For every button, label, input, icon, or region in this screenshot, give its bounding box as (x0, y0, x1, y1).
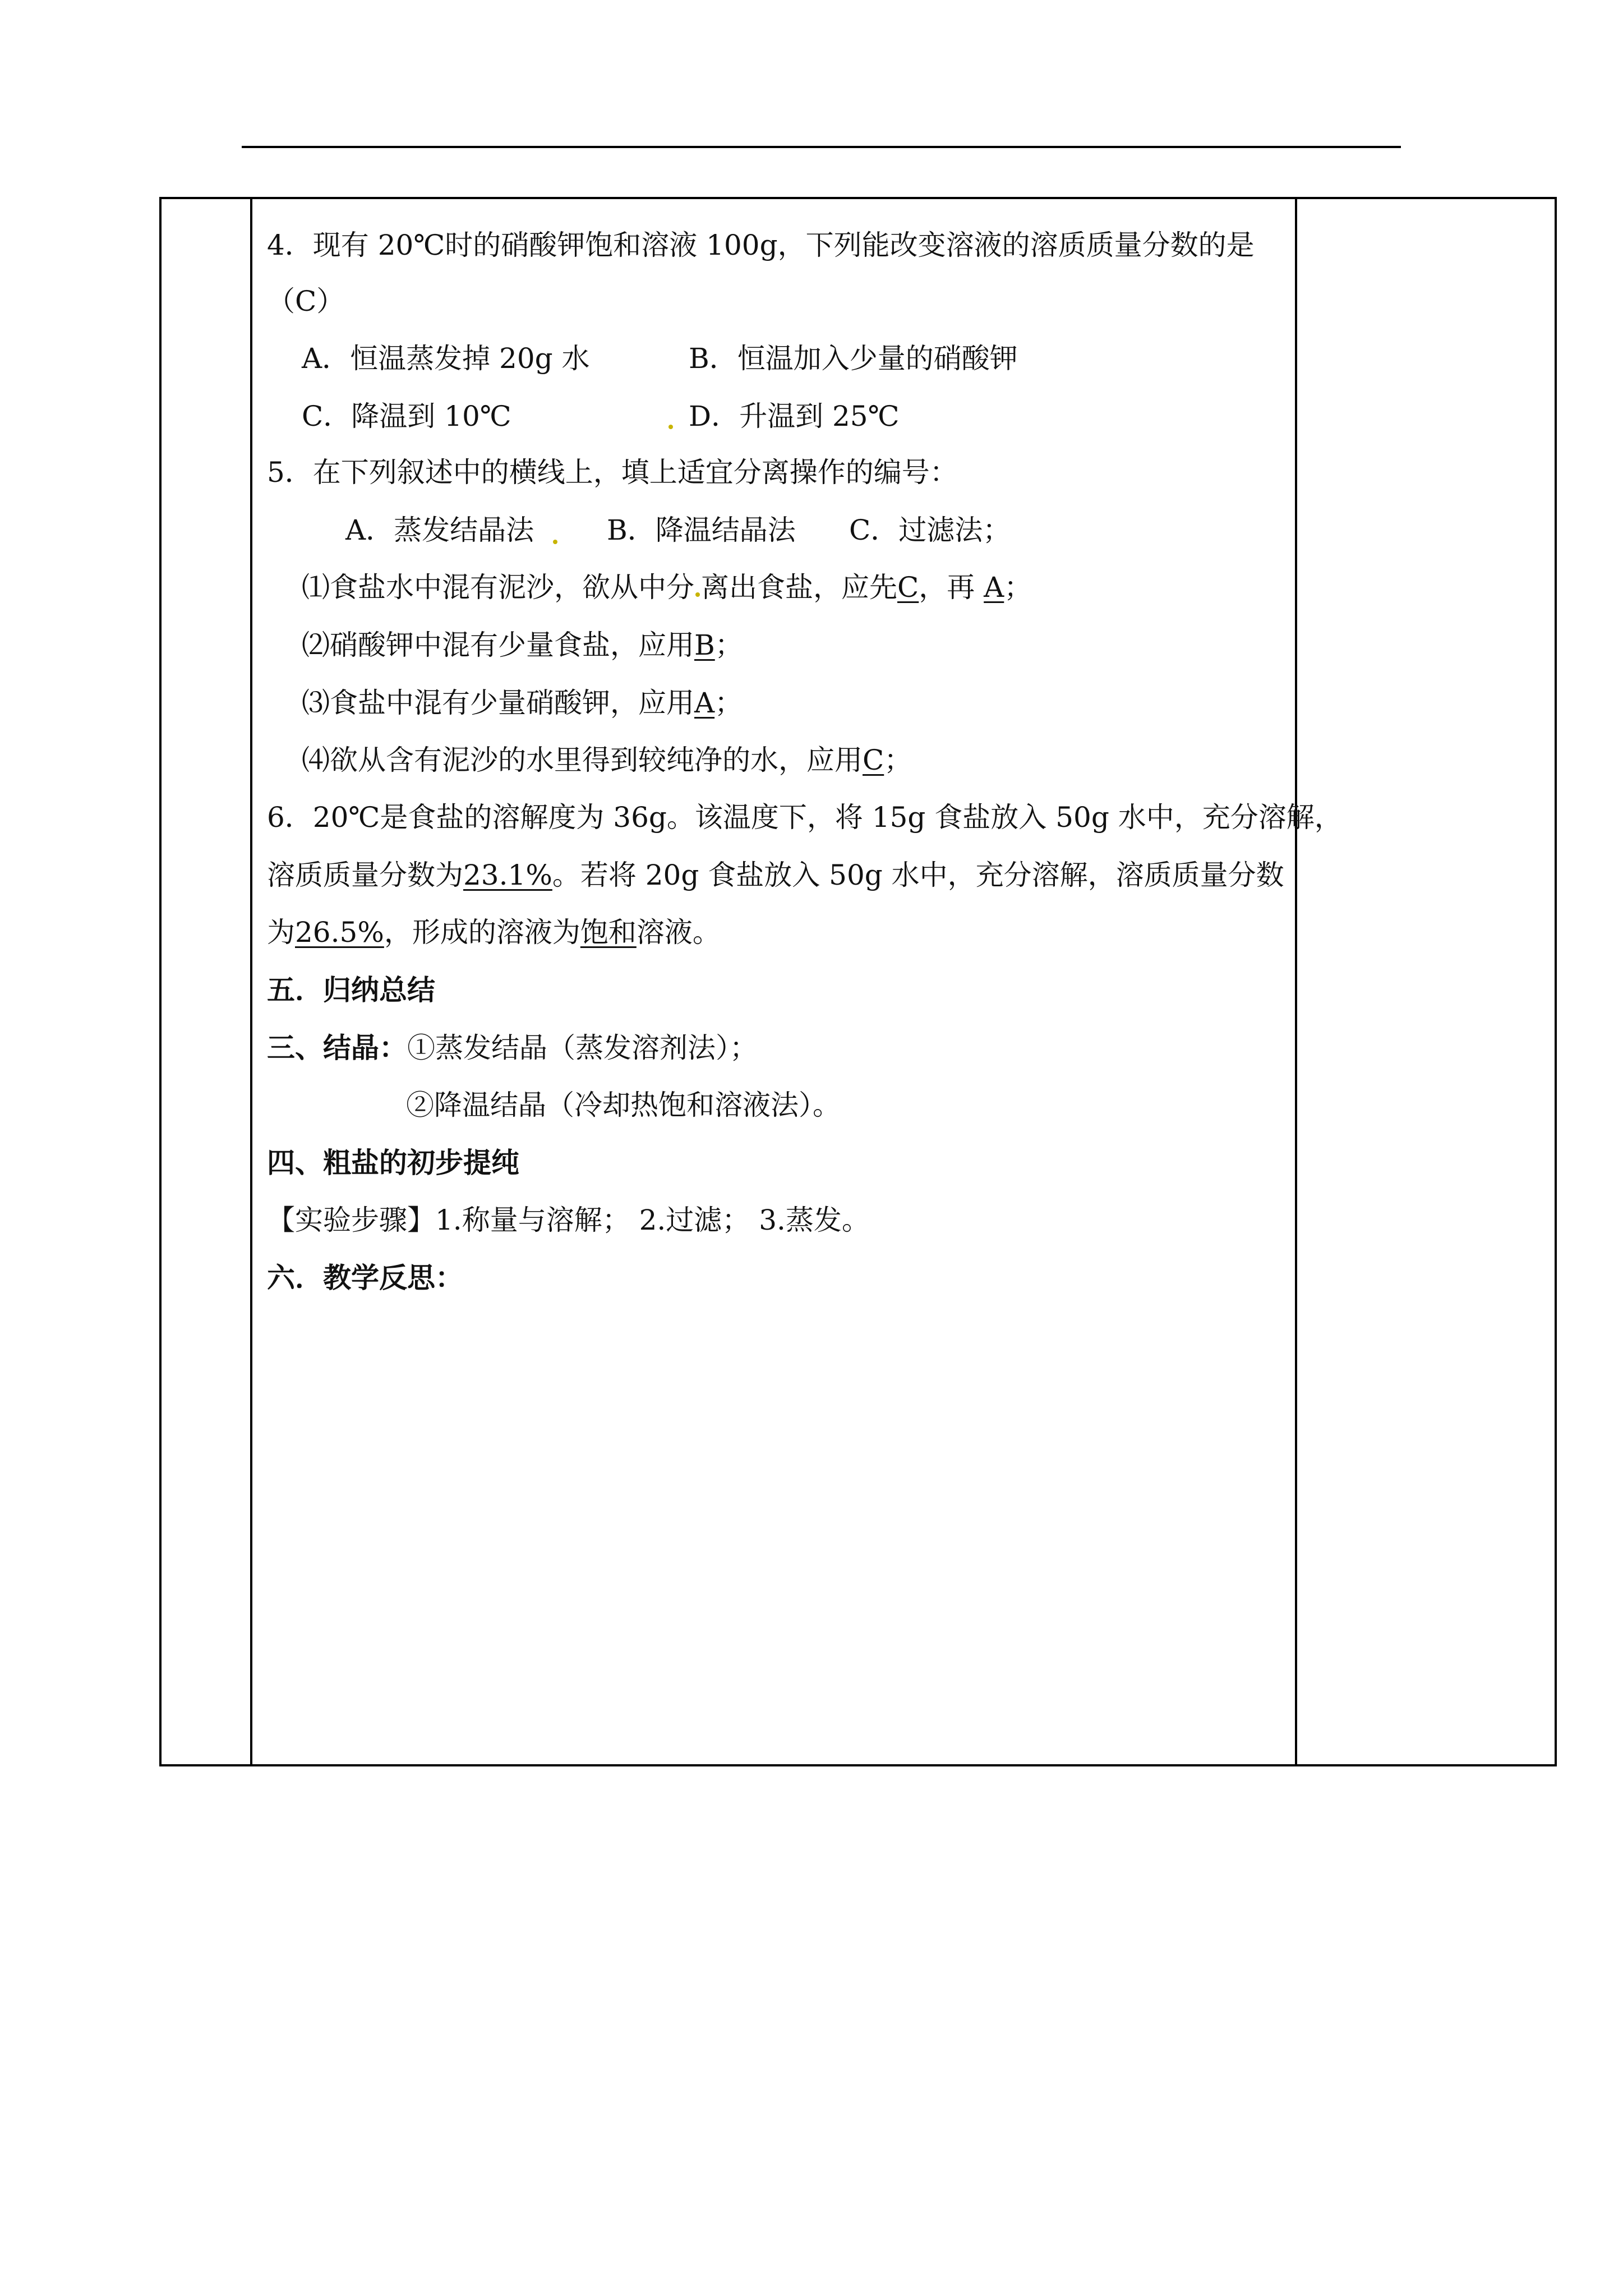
header-rule (242, 146, 1401, 148)
q6-answer-3: 饱和 (580, 916, 637, 949)
crystallization-line-1: 三、结晶：①蒸发结晶（蒸发溶剂法）； (267, 1032, 758, 1064)
q4-answer: （C） (267, 285, 345, 318)
q5-item-3-answer: A (694, 687, 715, 719)
marker-dot (668, 425, 673, 429)
marker-dot (553, 540, 557, 544)
q5-item-1-answer-1: C (897, 571, 919, 604)
q6-line-2: 溶质质量分数为23.1%。若将 20g 食盐放入 50g 水中，充分溶解，溶质质量分数 (267, 859, 1284, 891)
q6-answer-2: 26.5% (295, 916, 384, 949)
q4-option-a: A．恒温蒸发掉 20g 水 (302, 342, 590, 375)
q4-option-c: C．降温到 10℃ (302, 400, 511, 432)
q5-item-2: ⑵硝酸钾中混有少量食盐，应用B； (302, 629, 743, 661)
q5-option-a: A．蒸发结晶法 (345, 514, 534, 546)
section-six-heading: 六．教学反思： (267, 1262, 463, 1294)
q5-item-2-answer: B (694, 629, 715, 661)
q4-option-d: D．升温到 25℃ (689, 400, 900, 432)
q6-line-1: 6．20℃是食盐的溶解度为 36g。该温度下，将 15g 食盐放入 50g 水中，充分溶解， (267, 801, 1343, 834)
section-five-heading: 五．归纳总结 (267, 974, 435, 1006)
table-left-column-border (250, 199, 252, 1764)
q5-item-1: ⑴食盐水中混有泥沙，欲从中分 离出食盐，应先C，再 A； (302, 571, 1032, 604)
q5-item-1-answer-2: A (984, 571, 1004, 604)
experiment-steps: 【实验步骤】1.称量与溶解； 2.过滤； 3.蒸发。 (267, 1204, 870, 1236)
q6-answer-1: 23.1% (463, 859, 552, 891)
lesson-table (159, 197, 1557, 1766)
section-three-heading: 三、结晶： (267, 1032, 407, 1064)
q6-line-3: 为26.5%，形成的溶液为饱和溶液。 (267, 916, 721, 949)
q5-option-c: C．过滤法； (849, 514, 1011, 546)
q4-stem: 4．现有 20℃时的硝酸钾饱和溶液 100g，下列能改变溶液的溶质质量分数的是 (267, 229, 1255, 261)
table-right-column-border (1295, 199, 1297, 1764)
q5-option-b: B．降温结晶法 (607, 514, 796, 546)
crystallization-line-2: ②降温结晶（冷却热饱和溶液法）。 (406, 1089, 841, 1121)
q4-option-b: B．恒温加入少量的硝酸钾 (689, 342, 1018, 375)
q5-item-4: ⑷欲从含有泥沙的水里得到较纯净的水，应用C； (302, 744, 912, 776)
q5-item-4-answer: C (863, 744, 884, 776)
section-four-heading: 四、粗盐的初步提纯 (267, 1147, 519, 1179)
q5-stem: 5．在下列叙述中的横线上，填上适宜分离操作的编号： (267, 456, 958, 489)
q5-item-3: ⑶食盐中混有少量硝酸钾，应用A； (302, 687, 743, 719)
